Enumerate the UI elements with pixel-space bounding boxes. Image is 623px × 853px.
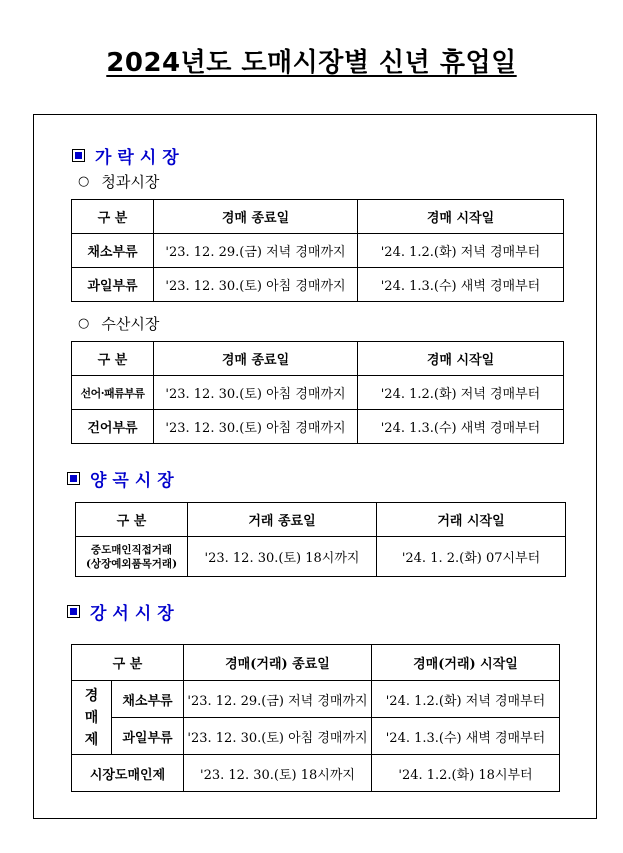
end-date-cell: '23. 12. 30.(토) 18시까지 bbox=[184, 755, 372, 792]
square-bullet-icon bbox=[67, 472, 80, 485]
header-category: 구 분 bbox=[72, 645, 184, 681]
page-title: 2024년도 도매시장별 신년 휴업일 bbox=[106, 48, 517, 78]
yanggok-table bbox=[75, 502, 566, 577]
row-label-line1: 중도매인직접거래 bbox=[90, 543, 173, 556]
auction-group-label: 경매제 bbox=[72, 681, 112, 755]
header-start-date: 거래 시작일 bbox=[377, 503, 566, 537]
row-label: 채소부류 bbox=[72, 234, 154, 268]
start-date-cell: '24. 1.3.(수) 새벽 경매부터 bbox=[372, 718, 560, 755]
header-category: 구 분 bbox=[72, 200, 154, 234]
row-label: 선어·패류부류 bbox=[72, 376, 154, 410]
row-label: 채소부류 bbox=[112, 681, 184, 718]
end-date-cell: '23. 12. 30.(토) 아침 경매까지 bbox=[154, 410, 358, 444]
gangseo-table bbox=[71, 644, 560, 792]
table-row bbox=[72, 268, 564, 302]
table-row bbox=[72, 376, 564, 410]
square-bullet-icon bbox=[72, 149, 85, 162]
start-date-cell: '24. 1.3.(수) 새벽 경매부터 bbox=[358, 410, 564, 444]
row-label: 과일부류 bbox=[112, 718, 184, 755]
end-date-cell: '23. 12. 30.(토) 18시까지 bbox=[188, 537, 377, 577]
section-garak-heading: 가락시장 bbox=[72, 143, 185, 168]
row-label: 시장도매인제 bbox=[72, 755, 184, 792]
start-date-cell: '24. 1.2.(화) 저녁 경매부터 bbox=[358, 376, 564, 410]
row-label bbox=[76, 537, 188, 577]
table-header-row bbox=[72, 645, 560, 681]
header-category: 구 분 bbox=[72, 342, 154, 376]
end-date-cell: '23. 12. 30.(토) 아침 경매까지 bbox=[154, 376, 358, 410]
start-date-cell: '24. 1.3.(수) 새벽 경매부터 bbox=[358, 268, 564, 302]
square-bullet-icon bbox=[67, 605, 80, 618]
section-gangseo-heading: 강서시장 bbox=[67, 599, 180, 624]
table-header-row bbox=[76, 503, 566, 537]
table-row bbox=[72, 755, 560, 792]
row-label: 건어부류 bbox=[72, 410, 154, 444]
header-start-date: 경매 시작일 bbox=[358, 342, 564, 376]
table-row bbox=[72, 234, 564, 268]
table-row bbox=[76, 537, 566, 577]
fruit-veg-table bbox=[71, 199, 564, 302]
header-start-date: 경매(거래) 시작일 bbox=[372, 645, 560, 681]
start-date-cell: '24. 1. 2.(화) 07시부터 bbox=[377, 537, 566, 577]
row-label-line2: (상장예외품목거래) bbox=[85, 557, 178, 570]
end-date-cell: '23. 12. 30.(토) 아침 경매까지 bbox=[154, 268, 358, 302]
subsection-seafood: ○ 수산시장 bbox=[78, 315, 160, 333]
seafood-table bbox=[71, 341, 564, 444]
header-end-date: 경매 종료일 bbox=[154, 200, 358, 234]
table-header-row bbox=[72, 200, 564, 234]
header-end-date: 경매 종료일 bbox=[154, 342, 358, 376]
end-date-cell: '23. 12. 30.(토) 아침 경매까지 bbox=[184, 718, 372, 755]
end-date-cell: '23. 12. 29.(금) 저녁 경매까지 bbox=[154, 234, 358, 268]
start-date-cell: '24. 1.2.(화) 18시부터 bbox=[372, 755, 560, 792]
header-end-date: 경매(거래) 종료일 bbox=[184, 645, 372, 681]
header-start-date: 경매 시작일 bbox=[358, 200, 564, 234]
header-end-date: 거래 종료일 bbox=[188, 503, 377, 537]
table-row bbox=[72, 718, 560, 755]
circle-bullet-icon: ○ bbox=[78, 316, 90, 331]
table-row bbox=[72, 681, 560, 718]
header-category: 구 분 bbox=[76, 503, 188, 537]
row-label: 과일부류 bbox=[72, 268, 154, 302]
section-yanggok-heading: 양곡시장 bbox=[67, 466, 180, 491]
table-row bbox=[72, 410, 564, 444]
circle-bullet-icon: ○ bbox=[78, 174, 90, 189]
start-date-cell: '24. 1.2.(화) 저녁 경매부터 bbox=[372, 681, 560, 718]
subsection-fruit-veg: ○ 청과시장 bbox=[78, 173, 160, 191]
table-header-row bbox=[72, 342, 564, 376]
end-date-cell: '23. 12. 29.(금) 저녁 경매까지 bbox=[184, 681, 372, 718]
start-date-cell: '24. 1.2.(화) 저녁 경매부터 bbox=[358, 234, 564, 268]
